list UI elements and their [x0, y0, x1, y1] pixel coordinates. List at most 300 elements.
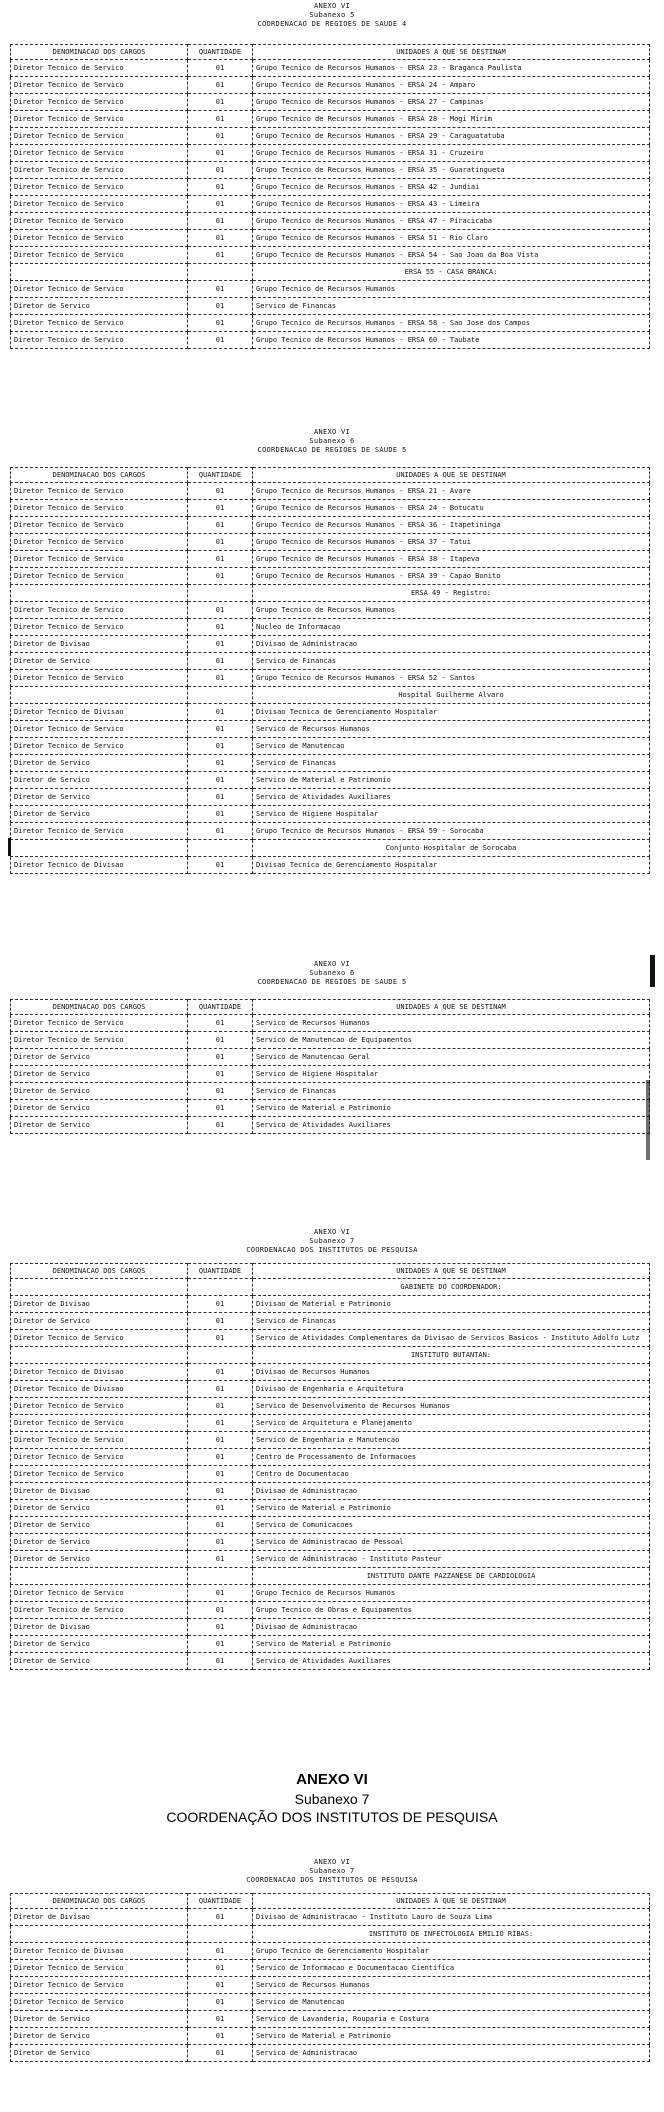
table-row — [11, 1960, 650, 1977]
unidade-cell: Grupo Tecnico de Gerenciamento Hospitalar — [253, 1943, 650, 1960]
qtd-cell: 01 — [188, 145, 253, 162]
unidade-cell: Servico de Administracao de Pessoal — [253, 1534, 650, 1551]
qtd-cell: 01 — [188, 2011, 253, 2028]
table-row — [11, 1364, 650, 1381]
table-row — [11, 281, 650, 298]
table-row — [11, 704, 650, 721]
cargo-cell: Diretor Tecnico de Servico — [11, 517, 188, 534]
table-row — [11, 551, 650, 568]
table-row — [11, 1483, 650, 1500]
unidade-cell: Servico de Material e Patrimonio — [253, 1636, 650, 1653]
cargo-cell: Diretor Tecnico de Servico — [11, 1449, 188, 1466]
qtd-cell: 01 — [188, 1602, 253, 1619]
unidade-cell: Grupo Tecnico de Recursos Humanos - ERSA 28 - Mogi Mirim — [253, 111, 650, 128]
unidade-cell: Grupo Tecnico de Recursos Humanos - ERSA 51 - Rio Claro — [253, 230, 650, 247]
unidade-cell: Grupo Tecnico de Recursos Humanos — [253, 281, 650, 298]
cargo-cell: Diretor de Servico — [11, 772, 188, 789]
unidade-cell: Servico de Atividades Complementares da Divisao de Servicos Basicos - Instituto Adolfo Lutz — [253, 1330, 650, 1347]
table-row — [11, 332, 650, 349]
section-header — [0, 428, 664, 455]
empty-cell — [188, 1926, 253, 1943]
subgroup-title: Hospital Guilherme Alvaro — [253, 687, 650, 704]
section-header — [0, 1858, 664, 1885]
qtd-cell: 01 — [188, 1943, 253, 1960]
column-header-quantidade: QUANTIDADE — [188, 1264, 253, 1279]
cargo-cell: Diretor de Servico — [11, 1636, 188, 1653]
table-row — [11, 619, 650, 636]
qtd-cell: 01 — [188, 128, 253, 145]
unidade-cell: Divisao de Recursos Humanos — [253, 1364, 650, 1381]
qtd-cell: 01 — [188, 298, 253, 315]
table-row — [11, 721, 650, 738]
cargo-cell: Diretor Tecnico de Servico — [11, 1330, 188, 1347]
empty-cell — [11, 1568, 188, 1585]
qtd-cell: 01 — [188, 1432, 253, 1449]
qtd-cell: 01 — [188, 1015, 253, 1032]
empty-cell — [11, 1926, 188, 1943]
subgroup-title: INSTITUTO BUTANTAN: — [253, 1347, 650, 1364]
unidade-cell: Servico de Arquitetura e Planejamento — [253, 1415, 650, 1432]
table-row — [11, 789, 650, 806]
subgroup-row — [11, 1347, 650, 1364]
unidade-cell: Servico de Material e Patrimonio — [253, 772, 650, 789]
table-row — [11, 1517, 650, 1534]
table-row — [11, 1066, 650, 1083]
unidade-cell: Servico de Higiene Hospitalar — [253, 1066, 650, 1083]
qtd-cell: 01 — [188, 1551, 253, 1568]
table-row — [11, 111, 650, 128]
cargo-cell: Diretor de Servico — [11, 1066, 188, 1083]
unidade-cell: Grupo Tecnico de Recursos Humanos - ERSA 29 - Caraguatatuba — [253, 128, 650, 145]
table-row — [11, 2028, 650, 2045]
subgroup-title: ERSA 55 - CASA BRANCA: — [253, 264, 650, 281]
unidade-cell: Grupo Tecnico de Recursos Humanos - ERSA 36 - Itapetininga — [253, 517, 650, 534]
cargo-cell: Diretor Tecnico de Servico — [11, 213, 188, 230]
table-row — [11, 1313, 650, 1330]
cargo-cell: Diretor Tecnico de Servico — [11, 721, 188, 738]
qtd-cell: 01 — [188, 1415, 253, 1432]
table-row — [11, 94, 650, 111]
unidade-cell: Servico de Manutencao — [253, 1994, 650, 2011]
qtd-cell: 01 — [188, 823, 253, 840]
cargo-cell: Diretor Tecnico de Servico — [11, 670, 188, 687]
qtd-cell: 01 — [188, 1483, 253, 1500]
cargo-cell: Diretor Tecnico de Servico — [11, 1432, 188, 1449]
cargo-cell: Diretor de Servico — [11, 789, 188, 806]
anexo-title: ANEXO VI — [313, 1858, 351, 1866]
unidade-cell: Grupo Tecnico de Recursos Humanos - ERSA 24 - Botucatu — [253, 500, 650, 517]
table-row — [11, 806, 650, 823]
column-header-quantidade: QUANTIDADE — [188, 1894, 253, 1909]
unidade-cell: Grupo Tecnico de Recursos Humanos - ERSA 23 - Braganca Paulista — [253, 60, 650, 77]
subanexo-label: Subanexo 5 — [309, 11, 355, 19]
qtd-cell: 01 — [188, 1381, 253, 1398]
unidade-cell: Grupo Tecnico de Recursos Humanos - ERSA 27 - Campinas — [253, 94, 650, 111]
cargo-cell: Diretor de Servico — [11, 1117, 188, 1134]
section-subanexo-7b — [0, 1858, 664, 2062]
typed-anexo-title: ANEXO VI — [296, 1771, 368, 1788]
unidade-cell: Divisao de Material e Patrimonio — [253, 1296, 650, 1313]
cargo-cell: Diretor Tecnico de Servico — [11, 196, 188, 213]
table-row — [11, 1330, 650, 1347]
qtd-cell: 01 — [188, 1364, 253, 1381]
qtd-cell: 01 — [188, 1313, 253, 1330]
qtd-cell: 01 — [188, 1449, 253, 1466]
table-row — [11, 2011, 650, 2028]
empty-cell — [188, 585, 253, 602]
cargo-cell: Diretor de Servico — [11, 653, 188, 670]
table-row — [11, 823, 650, 840]
cargo-cell: Diretor Tecnico de Servico — [11, 128, 188, 145]
cargo-cell: Diretor de Servico — [11, 1517, 188, 1534]
cargo-cell: Diretor de Divisao — [11, 1619, 188, 1636]
unidade-cell: Grupo Tecnico de Recursos Humanos - ERSA 59 - Sorocaba — [253, 823, 650, 840]
empty-cell — [11, 1279, 188, 1296]
column-header-quantidade: QUANTIDADE — [188, 468, 253, 483]
cargo-cell: Diretor Tecnico de Divisao — [11, 1943, 188, 1960]
cargo-cell: Diretor Tecnico de Servico — [11, 1466, 188, 1483]
subgroup-title: Conjunto Hospitalar de Sorocaba — [253, 840, 650, 857]
unidade-cell: Grupo Tecnico de Recursos Humanos - ERSA 43 - Limeira — [253, 196, 650, 213]
table-row — [11, 1977, 650, 1994]
unidade-cell: Servico de Financas — [253, 653, 650, 670]
coordenacao-heading: COORDENACAO DE REGIOES DE SAUDE 4 — [257, 20, 407, 28]
qtd-cell: 01 — [188, 1994, 253, 2011]
unidade-cell: Servico de Recursos Humanos — [253, 1977, 650, 1994]
qtd-cell: 01 — [188, 1466, 253, 1483]
empty-cell — [188, 687, 253, 704]
table-row — [11, 1032, 650, 1049]
cargo-cell: Diretor Tecnico de Servico — [11, 619, 188, 636]
unidade-cell: Divisao de Administracao — [253, 636, 650, 653]
column-header-unidades: UNIDADES A QUE SE DESTINAM — [253, 1000, 650, 1015]
qtd-cell: 01 — [188, 94, 253, 111]
unidade-cell: Servico de Manutencao Geral — [253, 1049, 650, 1066]
anexo-title: ANEXO VI — [313, 2, 351, 10]
coordenacao-heading: COORDENACAO DE REGIOES DE SAUDE 5 — [257, 978, 407, 986]
qtd-cell: 01 — [188, 806, 253, 823]
unidade-cell: Servico de Desenvolvimento de Recursos Humanos — [253, 1398, 650, 1415]
unidade-cell: Divisao Tecnica de Gerenciamento Hospitalar — [253, 857, 650, 874]
scan-mark — [650, 955, 655, 987]
unidade-cell: Servico de Atividades Auxiliares — [253, 1653, 650, 1670]
empty-cell — [11, 264, 188, 281]
table-row — [11, 1500, 650, 1517]
qtd-cell: 01 — [188, 670, 253, 687]
cargo-cell: Diretor de Servico — [11, 298, 188, 315]
subanexo-label: Subanexo 7 — [309, 1867, 355, 1875]
cargo-cell: Diretor de Divisao — [11, 1909, 188, 1926]
unidade-cell: Grupo Tecnico de Recursos Humanos — [253, 1585, 650, 1602]
cargo-cell: Diretor Tecnico de Servico — [11, 1960, 188, 1977]
column-header-denominacao: DENOMINACAO DOS CARGOS — [11, 45, 188, 60]
cargo-cell: Diretor de Servico — [11, 1313, 188, 1330]
section-subanexo-5 — [0, 2, 664, 349]
section-subanexo-6b — [0, 960, 664, 1134]
subanexo-label: Subanexo 6 — [309, 969, 355, 977]
table-row — [11, 857, 650, 874]
cargo-cell: Diretor de Servico — [11, 1551, 188, 1568]
qtd-cell: 01 — [188, 534, 253, 551]
empty-cell — [11, 1347, 188, 1364]
cargo-cell: Diretor de Servico — [11, 1083, 188, 1100]
cargo-cell: Diretor Tecnico de Servico — [11, 1398, 188, 1415]
qtd-cell: 01 — [188, 196, 253, 213]
unidade-cell: Servico de Material e Patrimonio — [253, 2028, 650, 2045]
scan-mark — [646, 1080, 650, 1160]
cargo-cell: Diretor de Servico — [11, 1653, 188, 1670]
coordenacao-heading: COORDENACAO DE REGIOES DE SAUDE 5 — [257, 446, 407, 454]
qtd-cell: 01 — [188, 517, 253, 534]
cargo-cell: Diretor Tecnico de Servico — [11, 1015, 188, 1032]
cargo-cell: Diretor de Divisao — [11, 636, 188, 653]
unidade-cell: Divisao de Administracao — [253, 1483, 650, 1500]
unidade-cell: Servico de Administracao - Instituto Pasteur — [253, 1551, 650, 1568]
unidade-cell: Servico de Administracao — [253, 2045, 650, 2062]
table-row — [11, 162, 650, 179]
cargo-cell: Diretor Tecnico de Servico — [11, 247, 188, 264]
qtd-cell: 01 — [188, 2028, 253, 2045]
unidade-cell: Grupo Tecnico de Recursos Humanos - ERSA 42 - Jundiai — [253, 179, 650, 196]
column-header-quantidade: QUANTIDADE — [188, 1000, 253, 1015]
qtd-cell: 01 — [188, 568, 253, 585]
qtd-cell: 01 — [188, 1398, 253, 1415]
qtd-cell: 01 — [188, 772, 253, 789]
subgroup-row — [11, 840, 650, 857]
qtd-cell: 01 — [188, 1585, 253, 1602]
cargos-table — [10, 44, 650, 349]
table-row — [11, 1585, 650, 1602]
cargo-cell: Diretor Tecnico de Servico — [11, 1032, 188, 1049]
subgroup-row — [11, 585, 650, 602]
unidade-cell: Grupo Tecnico de Recursos Humanos - ERSA 39 - Capao Bonito — [253, 568, 650, 585]
table-header-row — [11, 1264, 650, 1279]
cargos-table — [10, 999, 650, 1134]
table-row — [11, 247, 650, 264]
unidade-cell: Servico de Engenharia e Manutencao — [253, 1432, 650, 1449]
table-row — [11, 196, 650, 213]
cargo-cell: Diretor Tecnico de Divisao — [11, 704, 188, 721]
cargo-cell: Diretor Tecnico de Servico — [11, 1977, 188, 1994]
cargos-table — [10, 1893, 650, 2062]
qtd-cell: 01 — [188, 315, 253, 332]
empty-cell — [188, 1347, 253, 1364]
empty-cell — [11, 687, 188, 704]
section-header — [0, 960, 664, 987]
column-header-unidades: UNIDADES A QUE SE DESTINAM — [253, 1264, 650, 1279]
qtd-cell: 01 — [188, 704, 253, 721]
cargo-cell: Diretor Tecnico de Divisao — [11, 857, 188, 874]
column-header-denominacao: DENOMINACAO DOS CARGOS — [11, 468, 188, 483]
cargo-cell: Diretor Tecnico de Servico — [11, 1994, 188, 2011]
unidade-cell: Grupo Tecnico de Recursos Humanos - ERSA 52 - Santos — [253, 670, 650, 687]
table-row — [11, 517, 650, 534]
cargo-cell: Diretor Tecnico de Servico — [11, 60, 188, 77]
column-header-unidades: UNIDADES A QUE SE DESTINAM — [253, 45, 650, 60]
unidade-cell: Grupo Tecnico de Recursos Humanos - ERSA 37 - Tatui — [253, 534, 650, 551]
table-row — [11, 1015, 650, 1032]
cargo-cell: Diretor de Divisao — [11, 1296, 188, 1313]
cargo-cell: Diretor Tecnico de Servico — [11, 315, 188, 332]
empty-cell — [188, 840, 253, 857]
anexo-title: ANEXO VI — [313, 428, 351, 436]
table-row — [11, 602, 650, 619]
unidade-cell: Grupo Tecnico de Recursos Humanos — [253, 602, 650, 619]
subanexo-label: Subanexo 7 — [309, 1237, 355, 1245]
table-row — [11, 2045, 650, 2062]
empty-cell — [11, 585, 188, 602]
empty-cell — [188, 264, 253, 281]
table-row — [11, 1534, 650, 1551]
table-row — [11, 1117, 650, 1134]
cargo-cell: Diretor Tecnico de Servico — [11, 332, 188, 349]
qtd-cell: 01 — [188, 162, 253, 179]
unidade-cell: Servico de Informacao e Documentacao Cientifica — [253, 1960, 650, 1977]
qtd-cell: 01 — [188, 636, 253, 653]
qtd-cell: 01 — [188, 1100, 253, 1117]
unidade-cell: Servico de Financas — [253, 1313, 650, 1330]
qtd-cell: 01 — [188, 500, 253, 517]
table-row — [11, 145, 650, 162]
section-subanexo-6a — [0, 428, 664, 874]
qtd-cell: 01 — [188, 1117, 253, 1134]
subgroup-row — [11, 264, 650, 281]
table-row — [11, 60, 650, 77]
unidade-cell: Nucleo de Informacao — [253, 619, 650, 636]
qtd-cell: 01 — [188, 281, 253, 298]
table-row — [11, 213, 650, 230]
qtd-cell: 01 — [188, 857, 253, 874]
cargo-cell: Diretor de Servico — [11, 806, 188, 823]
table-row — [11, 1653, 650, 1670]
coordenacao-heading: COORDENACAO DOS INSTITUTOS DE PESQUISA — [246, 1876, 418, 1884]
table-row — [11, 1994, 650, 2011]
empty-cell — [11, 840, 188, 857]
cargo-cell: Diretor Tecnico de Servico — [11, 500, 188, 517]
unidade-cell: Servico de Atividades Auxiliares — [253, 1117, 650, 1134]
unidade-cell: Servico de Material e Patrimonio — [253, 1500, 650, 1517]
table-row — [11, 1100, 650, 1117]
table-row — [11, 653, 650, 670]
qtd-cell: 01 — [188, 1296, 253, 1313]
table-row — [11, 636, 650, 653]
unidade-cell: Servico de Financas — [253, 298, 650, 315]
cargo-cell: Diretor de Servico — [11, 2045, 188, 2062]
unidade-cell: Centro de Documentacao — [253, 1466, 650, 1483]
unidade-cell: Divisao Tecnica de Gerenciamento Hospitalar — [253, 704, 650, 721]
unidade-cell: Servico de Financas — [253, 1083, 650, 1100]
column-header-unidades: UNIDADES A QUE SE DESTINAM — [253, 468, 650, 483]
subgroup-row — [11, 1568, 650, 1585]
table-header-row — [11, 45, 650, 60]
cargo-cell: Diretor de Servico — [11, 1534, 188, 1551]
unidade-cell: Grupo Tecnico de Recursos Humanos - ERSA 21 - Avare — [253, 483, 650, 500]
qtd-cell: 01 — [188, 1977, 253, 1994]
table-row — [11, 500, 650, 517]
qtd-cell: 01 — [188, 1653, 253, 1670]
table-row — [11, 534, 650, 551]
subgroup-row — [11, 687, 650, 704]
cargo-cell: Diretor de Servico — [11, 755, 188, 772]
table-row — [11, 179, 650, 196]
section-header — [0, 2, 664, 29]
unidade-cell: Grupo Tecnico de Recursos Humanos - ERSA 24 - Amparo — [253, 77, 650, 94]
cargo-cell: Diretor Tecnico de Servico — [11, 568, 188, 585]
qtd-cell: 01 — [188, 1636, 253, 1653]
column-header-quantidade: QUANTIDADE — [188, 45, 253, 60]
qtd-cell: 01 — [188, 247, 253, 264]
unidade-cell: Servico de Manutencao — [253, 738, 650, 755]
qtd-cell: 01 — [188, 619, 253, 636]
table-row — [11, 1466, 650, 1483]
cargo-cell: Diretor Tecnico de Servico — [11, 94, 188, 111]
unidade-cell: Servico de Material e Patrimonio — [253, 1100, 650, 1117]
qtd-cell: 01 — [188, 789, 253, 806]
table-row — [11, 670, 650, 687]
qtd-cell: 01 — [188, 721, 253, 738]
unidade-cell: Grupo Tecnico de Recursos Humanos - ERSA 31 - Cruzeiro — [253, 145, 650, 162]
cargo-cell: Diretor de Servico — [11, 2028, 188, 2045]
section-subanexo-7a — [0, 1228, 664, 1670]
cargo-cell: Diretor Tecnico de Servico — [11, 551, 188, 568]
subgroup-row — [11, 1926, 650, 1943]
qtd-cell: 01 — [188, 1534, 253, 1551]
table-row — [11, 772, 650, 789]
subgroup-title: GABINETE DO COORDENADOR: — [253, 1279, 650, 1296]
qtd-cell: 01 — [188, 1032, 253, 1049]
qtd-cell: 01 — [188, 213, 253, 230]
table-header-row — [11, 468, 650, 483]
table-row — [11, 1432, 650, 1449]
unidade-cell: Grupo Tecnico de Obras e Equipamentos — [253, 1602, 650, 1619]
table-row — [11, 77, 650, 94]
table-row — [11, 1636, 650, 1653]
cargo-cell: Diretor Tecnico de Servico — [11, 111, 188, 128]
column-header-denominacao: DENOMINACAO DOS CARGOS — [11, 1000, 188, 1015]
qtd-cell: 01 — [188, 111, 253, 128]
qtd-cell: 01 — [188, 1960, 253, 1977]
qtd-cell: 01 — [188, 1619, 253, 1636]
column-header-denominacao: DENOMINACAO DOS CARGOS — [11, 1264, 188, 1279]
table-row — [11, 1083, 650, 1100]
unidade-cell: Divisao de Engenharia e Arquitetura — [253, 1381, 650, 1398]
table-row — [11, 1619, 650, 1636]
cargo-cell: Diretor de Divisao — [11, 1483, 188, 1500]
cargo-cell: Diretor Tecnico de Servico — [11, 145, 188, 162]
qtd-cell: 01 — [188, 179, 253, 196]
table-row — [11, 1049, 650, 1066]
qtd-cell: 01 — [188, 738, 253, 755]
unidade-cell: Servico de Recursos Humanos — [253, 1015, 650, 1032]
cargo-cell: Diretor Tecnico de Divisao — [11, 1364, 188, 1381]
unidade-cell: Grupo Tecnico de Recursos Humanos - ERSA 38 - Itapeva — [253, 551, 650, 568]
anexo-title: ANEXO VI — [313, 960, 351, 968]
cargos-table — [10, 1263, 650, 1670]
subgroup-title: ERSA 49 - Registro: — [253, 585, 650, 602]
unidade-cell: Grupo Tecnico de Recursos Humanos - ERSA 35 - Guaratingueta — [253, 162, 650, 179]
table-row — [11, 1449, 650, 1466]
unidade-cell: Centro de Processamento de Informacoes — [253, 1449, 650, 1466]
qtd-cell: 01 — [188, 1517, 253, 1534]
unidade-cell: Servico de Atividades Auxiliares — [253, 789, 650, 806]
table-row — [11, 128, 650, 145]
cargos-table — [10, 467, 650, 874]
unidade-cell: Servico de Manutencao de Equipamentos — [253, 1032, 650, 1049]
cargo-cell: Diretor Tecnico de Servico — [11, 1585, 188, 1602]
cargo-cell: Diretor Tecnico de Servico — [11, 483, 188, 500]
table-row — [11, 568, 650, 585]
cargo-cell: Diretor de Servico — [11, 1100, 188, 1117]
